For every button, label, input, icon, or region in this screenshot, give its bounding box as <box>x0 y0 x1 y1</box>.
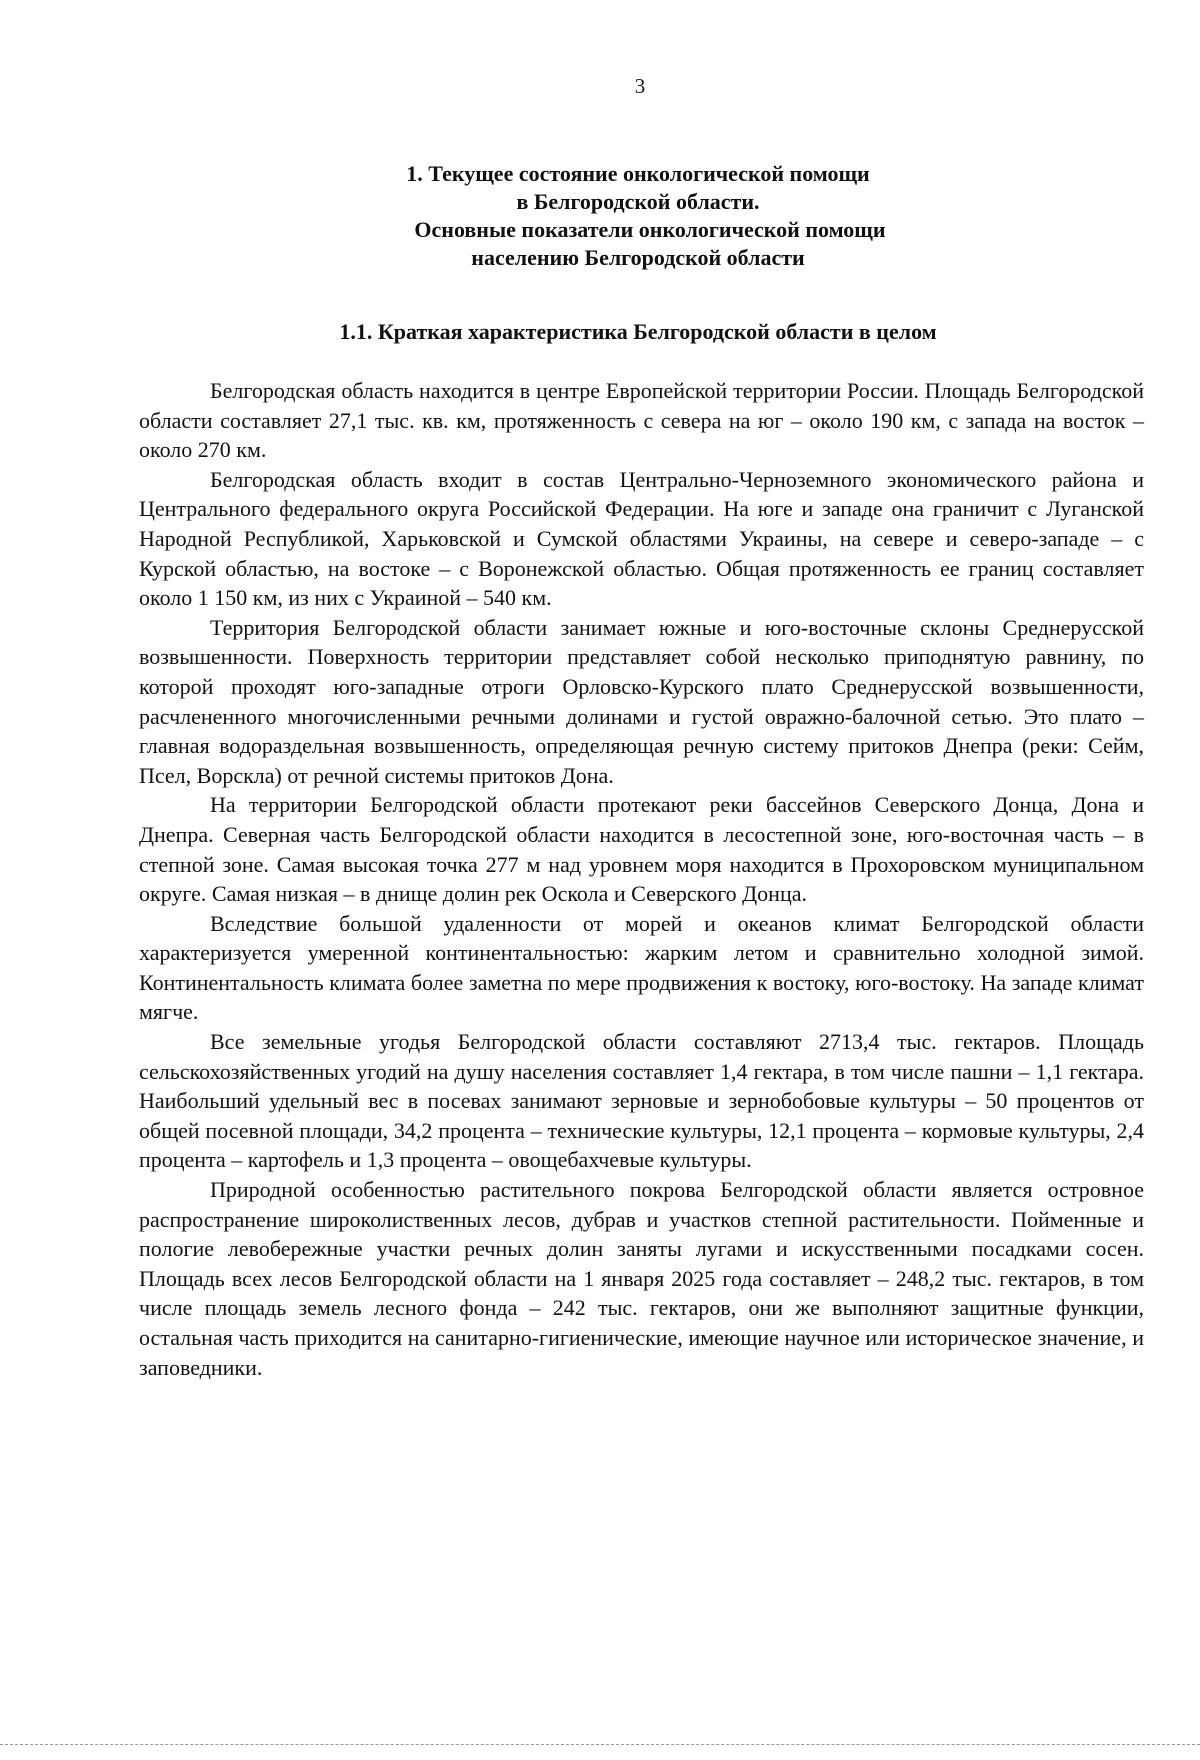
paragraph: Природной особенностью растительного покрова Белгородской области является островное распространение широколиственных лесов, дубрав и участков степной растительности. Пойменные и пологие левобережные участки речных долин заняты лугами и искусственными посадками сосен. Площадь всех лесов Белгородской области на 1 января 2025 года составляет – 248,2 тыс. гектаров, в том числе площадь земель лесного фонда – 242 тыс. гектаров, они же выполняют защитные функции, остальная часть приходится на санитарно-гигиенические, имеющие научное или историческое значение, и заповедники. <box>139 1177 1144 1380</box>
heading-line: Основные показатели онкологической помощи <box>414 217 886 242</box>
heading-line: 1. Текущее состояние онкологической помощи <box>406 161 870 186</box>
paragraph: Территория Белгородской области занимает южные и юго-восточные склоны Среднерусской возвышенности. Поверхность территории представляет собой несколько приподнятую равнину, по которой проходят юго-западные отроги Орловско-Курского плато Среднерусской возвышенности, расчлененного многочисленными речными долинами и густой овражно-балочной сетью. Это плато – главная водораздельная возвышенность, определяющая речную систему притоков Днепра (реки: Сейм, Псел, Ворскла) от речной системы притоков Дона. <box>139 614 1144 788</box>
heading-line: в Белгородской области. <box>516 189 760 214</box>
paragraph: Белгородская область находится в центре Европейской территории России. Площадь Белгородской области составляет 27,1 тыс. кв. км, протяженность с севера на юг – около 190 км, с запада на восток – около 270 км. <box>139 378 1144 463</box>
page-bottom-divider <box>0 1744 1200 1745</box>
page-number: 3 <box>634 74 646 98</box>
subsection-heading: 1.1. Краткая характеристика Белгородской области в целом <box>339 319 937 344</box>
paragraph: Белгородская область входит в состав Центрально-Черноземного экономического района и Центрального федерального округа Российской Федерации. На юге и западе она граничит с Луганской Народной Республикой, Харьковской и Сумской областями Украины, на севере и северо-западе – с Курской областью, на востоке – с Воронежской областью. Общая протяженность ее границ составляет около 1 150 км, из них с Украиной – 540 км. <box>139 466 1144 611</box>
body-text <box>139 376 1144 1382</box>
paragraph: Вследствие большой удаленности от морей и океанов климат Белгородской области характеризуется умеренной континентальностью: жарким летом и сравнительно холодной зимой. Континентальность климата более заметна по мере продвижения к востоку, юго-востоку. На западе климат мягче. <box>139 910 1144 1025</box>
section-heading <box>138 160 1138 272</box>
heading-line: населению Белгородской области <box>471 245 805 270</box>
paragraph: Все земельные угодья Белгородской области составляют 2713,4 тыс. гектаров. Площадь сельскохозяйственных угодий на душу населения составляет 1,4 гектара, в том числе пашни – 1,1 гектара. Наибольший удельный вес в посевах занимают зерновые и зернобобовые культуры – 50 процентов от общей посевной площади, 34,2 процента – технические культуры, 12,1 процента – кормовые культуры, 2,4 процента – картофель и 1,3 процента – овощебахчевые культуры. <box>139 1029 1144 1173</box>
paragraph: На территории Белгородской области протекают реки бассейнов Северского Донца, Дона и Днепра. Северная часть Белгородской области находится в лесостепной зоне, юго-восточная часть – в степной зоне. Самая высокая точка 277 м над уровнем моря находится в Прохоровском муниципальном округе. Самая низкая – в днище долин рек Оскола и Северского Донца. <box>139 792 1144 907</box>
